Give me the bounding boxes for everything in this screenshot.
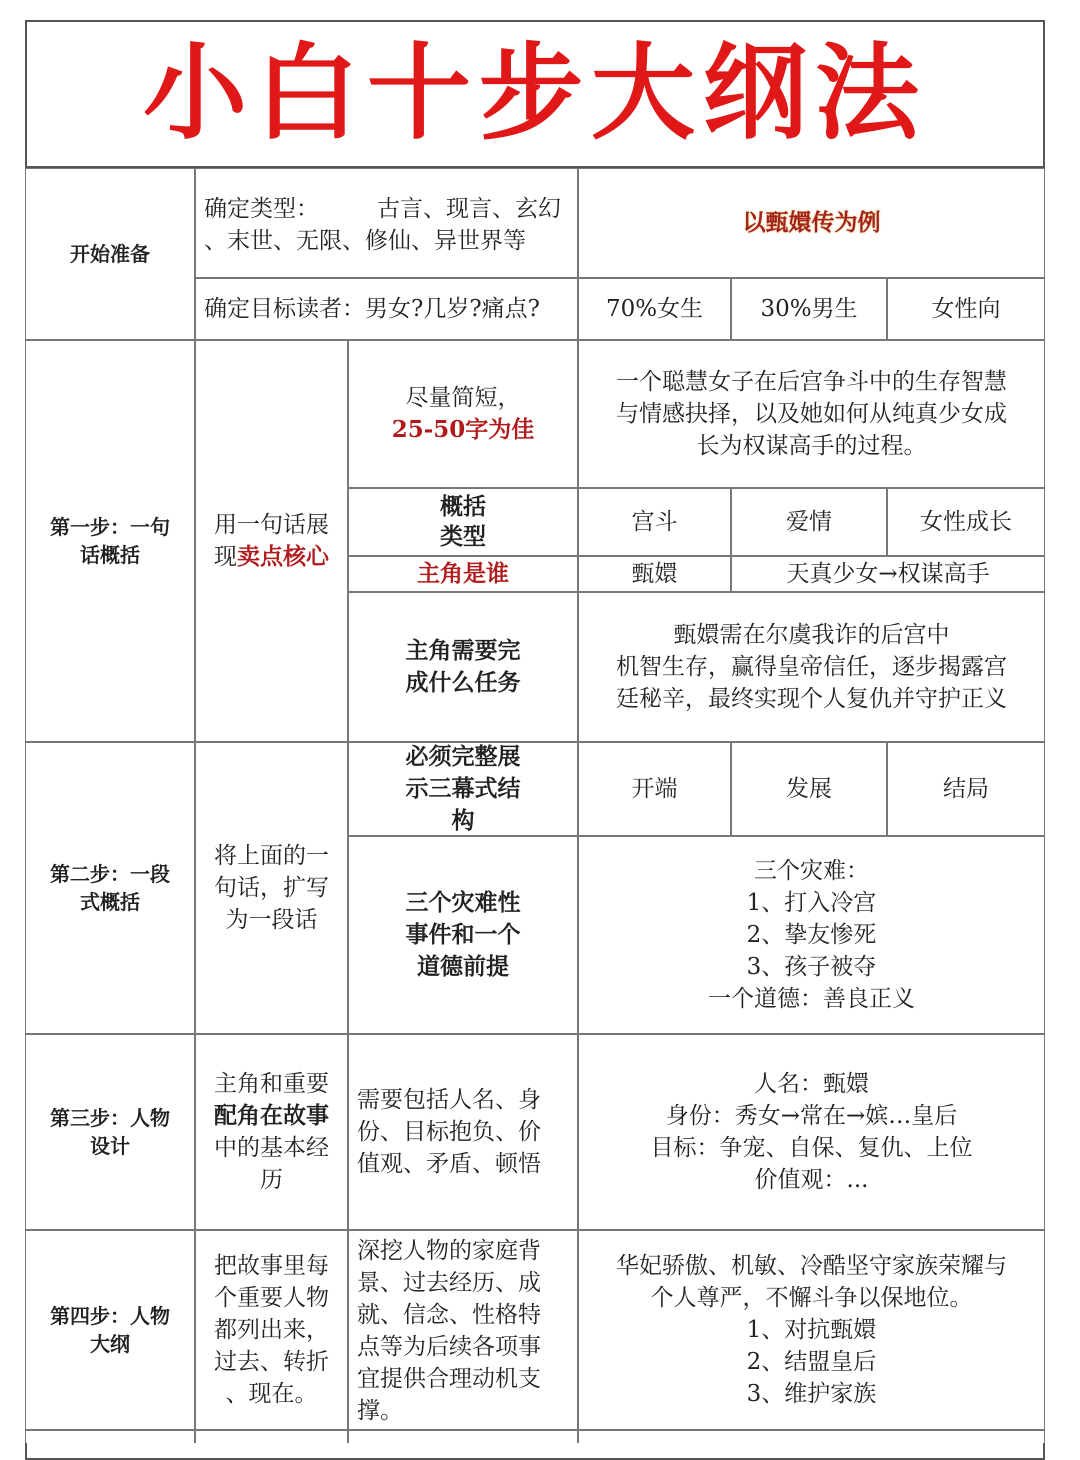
protagonist-arc: 天真少女→权谋高手: [731, 556, 1045, 592]
step3-answer: 人名：甄嬛 身份：秀女→常在→嫔…皇后 目标：争宠、自保、复仇、上位 价值观：...: [578, 1034, 1045, 1230]
step4-answer: 华妃骄傲、机敏、冷酷坚守家族荣耀与 个人尊严，不懈斗争以保地位。 1、对抗甄嬛 2、结盟皇后 3、维护家族: [578, 1230, 1045, 1430]
selling-point-highlight: 卖点核心: [237, 543, 329, 570]
step2-answer-disasters: 三个灾难： 1、打入冷宫 2、挚友惨死 3、孩子被夺 一个道德：善良正义: [578, 836, 1045, 1034]
step1-answer-task: 甄嬛需在尔虞我诈的后宫中 机智生存，赢得皇帝信任，逐步揭露宫 廷秘辛，最终实现个人复仇并守护正义: [578, 592, 1045, 742]
protagonist-name: 甄嬛: [578, 556, 731, 592]
next-row-cell-1: [25, 1430, 195, 1443]
prep-type-line2: 、末世、无限、修仙、异世界等: [204, 228, 526, 254]
example-cell: [578, 168, 1045, 278]
step1-desc: 用一句话展 现卖点核心: [195, 340, 348, 742]
step1-label: 第一步：一句 话概括: [25, 340, 195, 742]
genre-3: 女性成长: [887, 488, 1045, 556]
step3-desc: 主角和重要 配角在故事 中的基本经 历: [195, 1034, 348, 1230]
step2-req-disasters: 三个灾难性 事件和一个 道德前提: [348, 836, 578, 1034]
act-2: 发展: [731, 742, 887, 836]
genre-2: 爱情: [731, 488, 887, 556]
act-1: 开端: [578, 742, 731, 836]
step2-desc: 将上面的一 句话，扩写 为一段话: [195, 742, 348, 1034]
prep-type-label: 确定类型：: [204, 196, 319, 222]
step2-label: 第二步：一段 式概括: [25, 742, 195, 1034]
next-row-cell-4: [578, 1430, 1045, 1443]
prep-label: 开始准备: [25, 168, 195, 340]
genre-1: 宫斗: [578, 488, 731, 556]
step2-req-structure: 必须完整展 示三幕式结 构: [348, 742, 578, 836]
example-title: 以甄嬛传为例: [742, 209, 881, 236]
step1-req-task: 主角需要完 成什么任务: [348, 592, 578, 742]
reader-value-1: 70%女生: [578, 278, 731, 340]
prep-type-line1: 古言、现言、玄幻: [377, 196, 561, 222]
step1-req-length: 尽量简短， 25-50字为佳: [348, 340, 578, 488]
next-row-cell-3: [348, 1430, 578, 1443]
reader-value-3: 女性向: [887, 278, 1045, 340]
step3-req: 需要包括人名、身 份、目标抱负、价 值观、矛盾、顿悟: [348, 1034, 578, 1230]
prep-reader-label: 确定目标读者：男女?几岁?痛点?: [204, 296, 540, 322]
prep-type-cell: [195, 168, 578, 278]
act-3: 结局: [887, 742, 1045, 836]
page-title: 小白十步大纲法: [142, 32, 927, 154]
step3-label: 第三步：人物 设计: [25, 1034, 195, 1230]
step1-req-protagonist: 主角是谁: [348, 556, 578, 592]
step4-req: 深挖人物的家庭背 景、过去经历、成 就、信念、性格特 点等为后续各项事 宜提供合理动机支 撑。: [348, 1230, 578, 1430]
step4-label: 第四步：人物 大纲: [25, 1230, 195, 1430]
step1-req-genre: 概括 类型: [348, 488, 578, 556]
reader-value-2: 30%男生: [731, 278, 887, 340]
length-highlight: 25-50字为佳: [391, 416, 535, 443]
title-banner: [25, 20, 1045, 168]
next-row-cell-2: [195, 1430, 348, 1443]
prep-reader-cell: [195, 278, 578, 340]
step4-desc: 把故事里每 个重要人物 都列出来， 过去、转折 、现在。: [195, 1230, 348, 1430]
step1-answer-summary: 一个聪慧女子在后宫争斗中的生存智慧 与情感抉择，以及她如何从纯真少女成 长为权谋高手的过程。: [578, 340, 1045, 488]
